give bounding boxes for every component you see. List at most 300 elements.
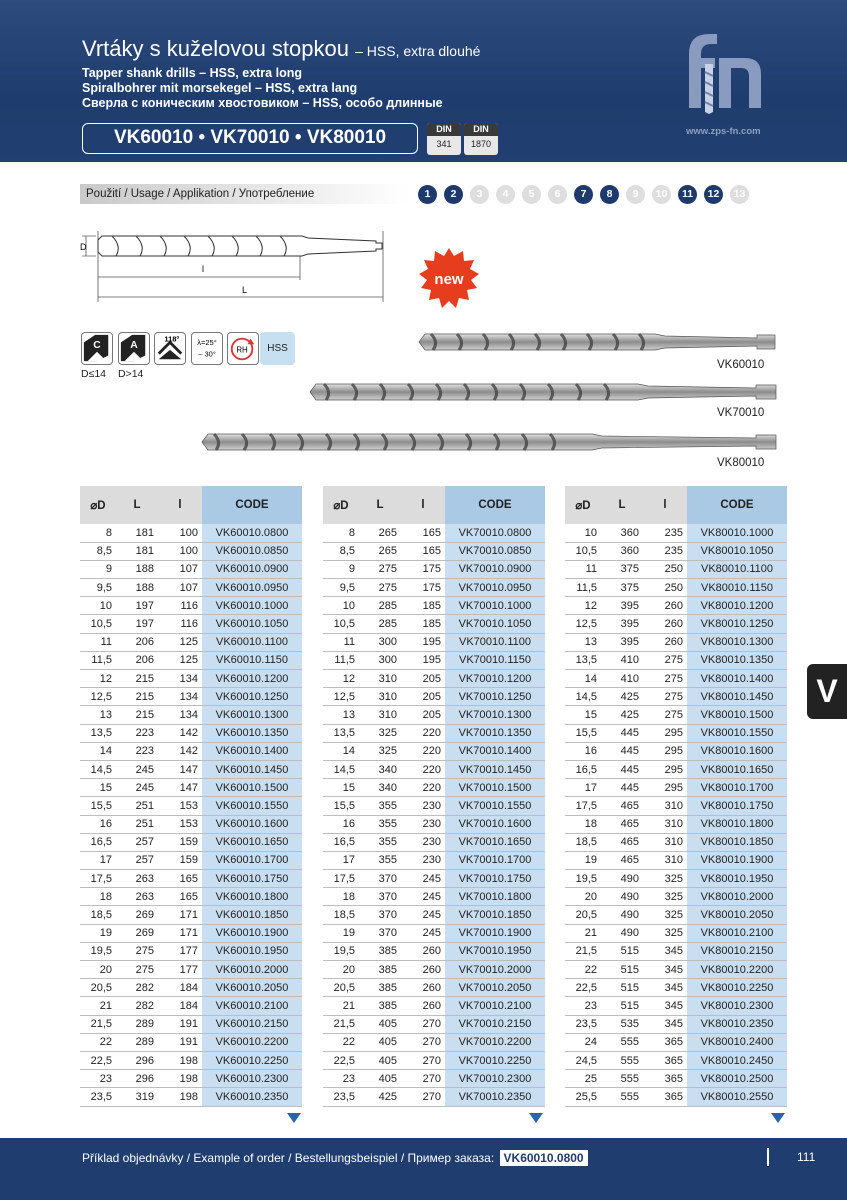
drill-label: VK80010 [717, 457, 765, 469]
usage-number: 3 [470, 185, 489, 204]
code-cell: VK70010.1150 [445, 651, 545, 669]
code-cell: VK80010.1900 [687, 851, 787, 869]
table-row [80, 688, 302, 706]
column-header: ⌀D [323, 486, 359, 524]
value-cell: 275 [643, 670, 687, 688]
code-cell: VK60010.1450 [202, 760, 302, 778]
icon-caption: D≤14 [81, 368, 107, 380]
value-cell: 220 [401, 779, 445, 797]
value-cell: 289 [116, 1015, 158, 1033]
value-cell: 184 [158, 979, 202, 997]
value-cell: 340 [359, 779, 401, 797]
helix-angle-icon [191, 332, 223, 365]
table-row [323, 706, 545, 724]
value-cell: 325 [643, 906, 687, 924]
value-cell: 191 [158, 1033, 202, 1051]
footer-divider [767, 1148, 769, 1166]
value-cell: 325 [359, 742, 401, 760]
table-row [80, 560, 302, 578]
code-cell: VK70010.1200 [445, 670, 545, 688]
column-header: l [643, 486, 687, 524]
table-row [323, 888, 545, 906]
code-cell: VK60010.2300 [202, 1070, 302, 1088]
value-cell: 100 [158, 542, 202, 560]
value-cell: 365 [643, 1088, 687, 1106]
value-cell: 198 [158, 1088, 202, 1106]
value-cell: 515 [601, 979, 643, 997]
code-cell: VK80010.1850 [687, 833, 787, 851]
table-row [565, 542, 787, 560]
table-row [80, 670, 302, 688]
value-cell: 8,5 [323, 542, 359, 560]
value-cell: 16 [80, 815, 116, 833]
value-cell: 17 [565, 779, 601, 797]
value-cell: 269 [116, 906, 158, 924]
code-cell: VK60010.0950 [202, 579, 302, 597]
point-c-icon [81, 332, 113, 365]
usage-number: 7 [574, 185, 593, 204]
value-cell: 250 [643, 579, 687, 597]
code-cell: VK60010.2200 [202, 1033, 302, 1051]
table-row [323, 597, 545, 615]
table-row [565, 942, 787, 960]
value-cell: 10,5 [565, 542, 601, 560]
value-cell: 310 [359, 670, 401, 688]
value-cell: 405 [359, 1070, 401, 1088]
section-tab[interactable]: V [807, 664, 847, 719]
code-cell: VK70010.2350 [445, 1088, 545, 1106]
value-cell: 355 [359, 833, 401, 851]
table-row [80, 815, 302, 833]
value-cell: 181 [116, 542, 158, 560]
value-cell: 14,5 [565, 688, 601, 706]
value-cell: 275 [116, 942, 158, 960]
value-cell: 18 [323, 888, 359, 906]
value-cell: 385 [359, 997, 401, 1015]
value-cell: 18,5 [80, 906, 116, 924]
value-cell: 289 [116, 1033, 158, 1051]
code-cell: VK70010.1400 [445, 742, 545, 760]
value-cell: 18,5 [565, 833, 601, 851]
value-cell: 257 [116, 833, 158, 851]
column-header: L [116, 486, 158, 524]
fn-logo-icon [683, 28, 765, 114]
code-cell: VK60010.1000 [202, 597, 302, 615]
value-cell: 10 [323, 597, 359, 615]
value-cell: 171 [158, 924, 202, 942]
usage-number: 4 [496, 185, 515, 204]
code-cell: VK70010.1350 [445, 724, 545, 742]
value-cell: 22,5 [565, 979, 601, 997]
value-cell: 465 [601, 797, 643, 815]
code-cell: VK70010.1700 [445, 851, 545, 869]
value-cell: 181 [116, 524, 158, 542]
svg-text:– 30°: – 30° [198, 349, 216, 359]
code-cell: VK70010.1850 [445, 906, 545, 924]
code-cell: VK80010.2350 [687, 1015, 787, 1033]
code-cell: VK80010.2500 [687, 1070, 787, 1088]
table-row [323, 851, 545, 869]
value-cell: 8 [323, 524, 359, 542]
code-cell: VK70010.1250 [445, 688, 545, 706]
table-row [323, 742, 545, 760]
value-cell: 15 [80, 779, 116, 797]
value-cell: 260 [401, 942, 445, 960]
code-cell: VK70010.1600 [445, 815, 545, 833]
value-cell: 185 [401, 597, 445, 615]
value-cell: 23,5 [565, 1015, 601, 1033]
table-row [80, 724, 302, 742]
page-footer [0, 1138, 847, 1200]
table-row [323, 797, 545, 815]
value-cell: 555 [601, 1070, 643, 1088]
svg-text:new: new [434, 271, 464, 288]
value-cell: 159 [158, 851, 202, 869]
table-row [323, 524, 545, 542]
value-cell: 310 [359, 706, 401, 724]
code-cell: VK80010.2000 [687, 888, 787, 906]
value-cell: 107 [158, 560, 202, 578]
value-cell: 385 [359, 979, 401, 997]
value-cell: 310 [643, 833, 687, 851]
table-row [80, 1015, 302, 1033]
value-cell: 16,5 [323, 833, 359, 851]
value-cell: 184 [158, 997, 202, 1015]
value-cell: 17,5 [565, 797, 601, 815]
code-cell: VK60010.1750 [202, 870, 302, 888]
usage-number: 2 [444, 185, 463, 204]
page-title: Vrtáky s kuželovou stopkou – HSS, extra dlouhé [82, 36, 481, 61]
table-row [565, 797, 787, 815]
table-row [80, 1051, 302, 1069]
value-cell: 15,5 [565, 724, 601, 742]
value-cell: 555 [601, 1088, 643, 1106]
value-cell: 23 [565, 997, 601, 1015]
value-cell: 410 [601, 651, 643, 669]
value-cell: 22,5 [323, 1051, 359, 1069]
value-cell: 425 [601, 706, 643, 724]
value-cell: 21 [323, 997, 359, 1015]
value-cell: 465 [601, 815, 643, 833]
value-cell: 18 [80, 888, 116, 906]
table-row [80, 924, 302, 942]
drill-label: VK70010 [717, 407, 765, 419]
table-row [565, 851, 787, 869]
code-cell: VK80010.2050 [687, 906, 787, 924]
value-cell: 425 [359, 1088, 401, 1106]
value-cell: 195 [401, 633, 445, 651]
value-cell: 250 [643, 560, 687, 578]
table-row [565, 724, 787, 742]
value-cell: 15 [565, 706, 601, 724]
code-cell: VK60010.2350 [202, 1088, 302, 1106]
value-cell: 147 [158, 779, 202, 797]
value-cell: 319 [116, 1088, 158, 1106]
value-cell: 295 [643, 760, 687, 778]
value-cell: 10,5 [80, 615, 116, 633]
code-cell: VK80010.2300 [687, 997, 787, 1015]
code-cell: VK80010.2450 [687, 1051, 787, 1069]
table-row [80, 870, 302, 888]
value-cell: 245 [116, 760, 158, 778]
value-cell: 365 [643, 1033, 687, 1051]
table-vk70010 [323, 486, 545, 1107]
code-cell: VK60010.1250 [202, 688, 302, 706]
code-cell: VK70010.1500 [445, 779, 545, 797]
code-cell: VK60010.1200 [202, 670, 302, 688]
value-cell: 515 [601, 942, 643, 960]
value-cell: 134 [158, 688, 202, 706]
value-cell: 13,5 [323, 724, 359, 742]
rotation-rh-icon [227, 332, 259, 365]
value-cell: 9,5 [323, 579, 359, 597]
value-cell: 23 [323, 1070, 359, 1088]
dim-l: l [202, 264, 204, 274]
value-cell: 310 [643, 815, 687, 833]
value-cell: 25,5 [565, 1088, 601, 1106]
table-row [323, 779, 545, 797]
column-header: L [601, 486, 643, 524]
value-cell: 535 [601, 1015, 643, 1033]
value-cell: 18,5 [323, 906, 359, 924]
code-cell: VK80010.2250 [687, 979, 787, 997]
table-row [80, 633, 302, 651]
table-row [323, 942, 545, 960]
table-row [565, 670, 787, 688]
value-cell: 21 [80, 997, 116, 1015]
order-example: Příklad objednávky / Example of order / Bestellungsbeispiel / Пример заказа: VK60010.0800 [82, 1150, 588, 1166]
code-cell: VK70010.2150 [445, 1015, 545, 1033]
usage-number: 12 [704, 185, 723, 204]
value-cell: 12,5 [565, 615, 601, 633]
table-row [80, 979, 302, 997]
value-cell: 9 [323, 560, 359, 578]
value-cell: 445 [601, 742, 643, 760]
value-cell: 515 [601, 961, 643, 979]
code-cell: VK60010.1300 [202, 706, 302, 724]
table-row [323, 924, 545, 942]
value-cell: 14 [323, 742, 359, 760]
table-row [565, 560, 787, 578]
usage-number: 10 [652, 185, 671, 204]
code-cell: VK70010.2050 [445, 979, 545, 997]
code-cell: VK70010.1100 [445, 633, 545, 651]
value-cell: 265 [359, 542, 401, 560]
value-cell: 22 [565, 961, 601, 979]
value-cell: 12,5 [323, 688, 359, 706]
code-cell: VK70010.1750 [445, 870, 545, 888]
value-cell: 245 [116, 779, 158, 797]
value-cell: 385 [359, 942, 401, 960]
column-header: l [401, 486, 445, 524]
value-cell: 355 [359, 851, 401, 869]
value-cell: 20,5 [323, 979, 359, 997]
value-cell: 177 [158, 942, 202, 960]
code-cell: VK80010.1800 [687, 815, 787, 833]
value-cell: 9,5 [80, 579, 116, 597]
code-cell: VK80010.1650 [687, 760, 787, 778]
value-cell: 153 [158, 815, 202, 833]
code-cell: VK80010.1600 [687, 742, 787, 760]
value-cell: 165 [158, 888, 202, 906]
value-cell: 13 [323, 706, 359, 724]
value-cell: 125 [158, 651, 202, 669]
value-cell: 515 [601, 997, 643, 1015]
table-row [565, 524, 787, 542]
table-row [565, 888, 787, 906]
title-en: Tapper shank drills – HSS, extra long [82, 66, 302, 80]
code-cell: VK80010.1450 [687, 688, 787, 706]
title-ru: Сверла с коническим хвостовиком – HSS, особо длинные [82, 96, 443, 110]
value-cell: 340 [359, 760, 401, 778]
svg-text:A: A [130, 340, 138, 352]
value-cell: 270 [401, 1033, 445, 1051]
value-cell: 8,5 [80, 542, 116, 560]
value-cell: 12 [80, 670, 116, 688]
value-cell: 23,5 [323, 1088, 359, 1106]
value-cell: 405 [359, 1033, 401, 1051]
column-header: CODE [445, 486, 545, 524]
value-cell: 19,5 [80, 942, 116, 960]
drill-vk80010-image [200, 428, 782, 456]
value-cell: 296 [116, 1070, 158, 1088]
table-row [565, 579, 787, 597]
value-cell: 17,5 [80, 870, 116, 888]
value-cell: 205 [401, 670, 445, 688]
code-cell: VK60010.1700 [202, 851, 302, 869]
order-example-code: VK60010.0800 [500, 1150, 588, 1166]
usage-number: 11 [678, 185, 697, 204]
table-row [565, 1033, 787, 1051]
value-cell: 260 [401, 997, 445, 1015]
value-cell: 245 [401, 870, 445, 888]
value-cell: 171 [158, 906, 202, 924]
code-cell: VK60010.1650 [202, 833, 302, 851]
value-cell: 355 [359, 797, 401, 815]
value-cell: 17 [323, 851, 359, 869]
value-cell: 270 [401, 1070, 445, 1088]
value-cell: 345 [643, 979, 687, 997]
value-cell: 360 [601, 542, 643, 560]
value-cell: 270 [401, 1051, 445, 1069]
value-cell: 100 [158, 524, 202, 542]
table-row [323, 997, 545, 1015]
value-cell: 490 [601, 924, 643, 942]
value-cell: 275 [643, 651, 687, 669]
code-cell: VK60010.2250 [202, 1051, 302, 1069]
icon-caption: D>14 [118, 368, 144, 380]
code-cell: VK70010.0950 [445, 579, 545, 597]
value-cell: 257 [116, 851, 158, 869]
value-cell: 23,5 [80, 1088, 116, 1106]
value-cell: 153 [158, 797, 202, 815]
value-cell: 445 [601, 760, 643, 778]
value-cell: 230 [401, 851, 445, 869]
value-cell: 8 [80, 524, 116, 542]
value-cell: 410 [601, 670, 643, 688]
value-cell: 215 [116, 688, 158, 706]
scroll-down-icon [771, 1113, 785, 1123]
table-row [565, 924, 787, 942]
value-cell: 235 [643, 542, 687, 560]
table-row [565, 688, 787, 706]
table-row [323, 815, 545, 833]
code-cell: VK60010.1500 [202, 779, 302, 797]
svg-text:RH: RH [236, 345, 248, 355]
code-cell: VK60010.1100 [202, 633, 302, 651]
table-row [565, 1015, 787, 1033]
table-row [323, 542, 545, 560]
value-cell: 21 [565, 924, 601, 942]
value-cell: 295 [643, 724, 687, 742]
table-row [565, 906, 787, 924]
value-cell: 22,5 [80, 1051, 116, 1069]
value-cell: 282 [116, 979, 158, 997]
table-row [80, 833, 302, 851]
value-cell: 19 [323, 924, 359, 942]
website[interactable]: www.zps-fn.com [686, 126, 761, 137]
value-cell: 445 [601, 779, 643, 797]
usage-number: 9 [626, 185, 645, 204]
value-cell: 13,5 [565, 651, 601, 669]
table-row [80, 1088, 302, 1106]
value-cell: 345 [643, 997, 687, 1015]
code-cell: VK60010.1150 [202, 651, 302, 669]
table-row [323, 724, 545, 742]
value-cell: 345 [643, 1015, 687, 1033]
code-cell: VK80010.1750 [687, 797, 787, 815]
value-cell: 11 [80, 633, 116, 651]
page-number: 111 [797, 1150, 816, 1164]
column-header: CODE [202, 486, 302, 524]
table-row [323, 633, 545, 651]
value-cell: 11,5 [323, 651, 359, 669]
value-cell: 310 [643, 851, 687, 869]
code-cell: VK70010.1900 [445, 924, 545, 942]
value-cell: 14 [80, 742, 116, 760]
table-row [323, 870, 545, 888]
new-badge [418, 248, 480, 310]
scroll-down-icon [529, 1113, 543, 1123]
value-cell: 12 [565, 597, 601, 615]
table-row [565, 961, 787, 979]
table-row [80, 779, 302, 797]
table-row [323, 1033, 545, 1051]
table-row [80, 1033, 302, 1051]
table-row [565, 779, 787, 797]
value-cell: 24,5 [565, 1051, 601, 1069]
value-cell: 13,5 [80, 724, 116, 742]
value-cell: 295 [643, 742, 687, 760]
column-header: ⌀D [565, 486, 601, 524]
table-row [565, 1070, 787, 1088]
value-cell: 220 [401, 724, 445, 742]
column-header: CODE [687, 486, 787, 524]
value-cell: 275 [643, 706, 687, 724]
value-cell: 116 [158, 615, 202, 633]
value-cell: 175 [401, 579, 445, 597]
drill-vk60010-image [417, 328, 781, 356]
value-cell: 205 [401, 688, 445, 706]
value-cell: 16 [323, 815, 359, 833]
code-cell: VK70010.1950 [445, 942, 545, 960]
value-cell: 107 [158, 579, 202, 597]
value-cell: 12,5 [80, 688, 116, 706]
code-cell: VK70010.2250 [445, 1051, 545, 1069]
value-cell: 22 [323, 1033, 359, 1051]
value-cell: 220 [401, 742, 445, 760]
value-cell: 245 [401, 888, 445, 906]
